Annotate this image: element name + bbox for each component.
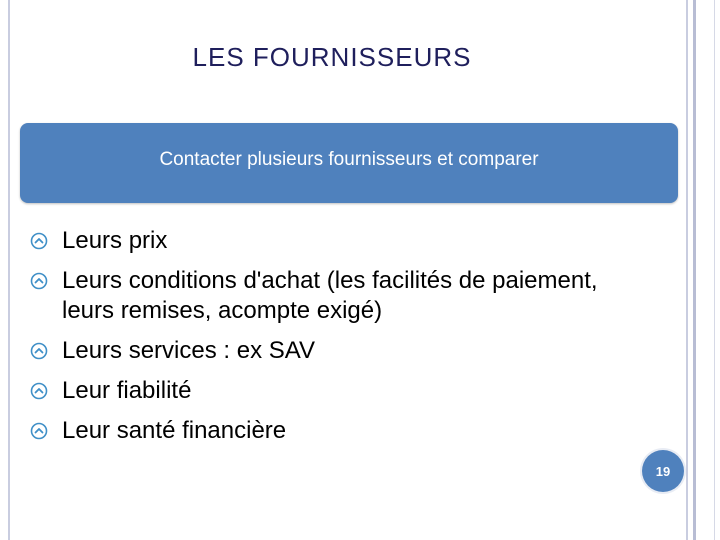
bullet-text: Leurs prix: [62, 227, 168, 254]
banner-text: Contacter plusieurs fournisseurs et comparer: [159, 149, 539, 170]
circle-arrow-icon: [30, 342, 48, 360]
banner: [20, 123, 678, 203]
bullet-text: Leurs conditions d'achat (les facilités de paiement, leurs remises, acompte exigé): [62, 267, 598, 324]
list-item: [30, 416, 650, 446]
page-number-badge: [642, 450, 684, 492]
slide-title: LES FOURNISSEURS: [192, 42, 472, 72]
left-border-rule: [8, 0, 10, 540]
bullet-text: Leur fiabilité: [62, 377, 192, 404]
bullet-text: Leurs services : ex SAV: [62, 337, 315, 364]
bullet-text: Leur santé financière: [62, 417, 287, 444]
right-border-rule: [714, 0, 715, 540]
list-item: [30, 376, 650, 406]
page-number: 19: [655, 463, 671, 479]
circle-arrow-icon: [30, 422, 48, 440]
list-item: [30, 226, 650, 256]
list-item: [30, 266, 650, 326]
bullet-list: [30, 226, 650, 456]
right-border-rule: [686, 0, 688, 540]
right-border-rule: [693, 0, 696, 540]
circle-arrow-icon: [30, 272, 48, 290]
circle-arrow-icon: [30, 382, 48, 400]
list-item: [30, 336, 650, 366]
circle-arrow-icon: [30, 232, 48, 250]
